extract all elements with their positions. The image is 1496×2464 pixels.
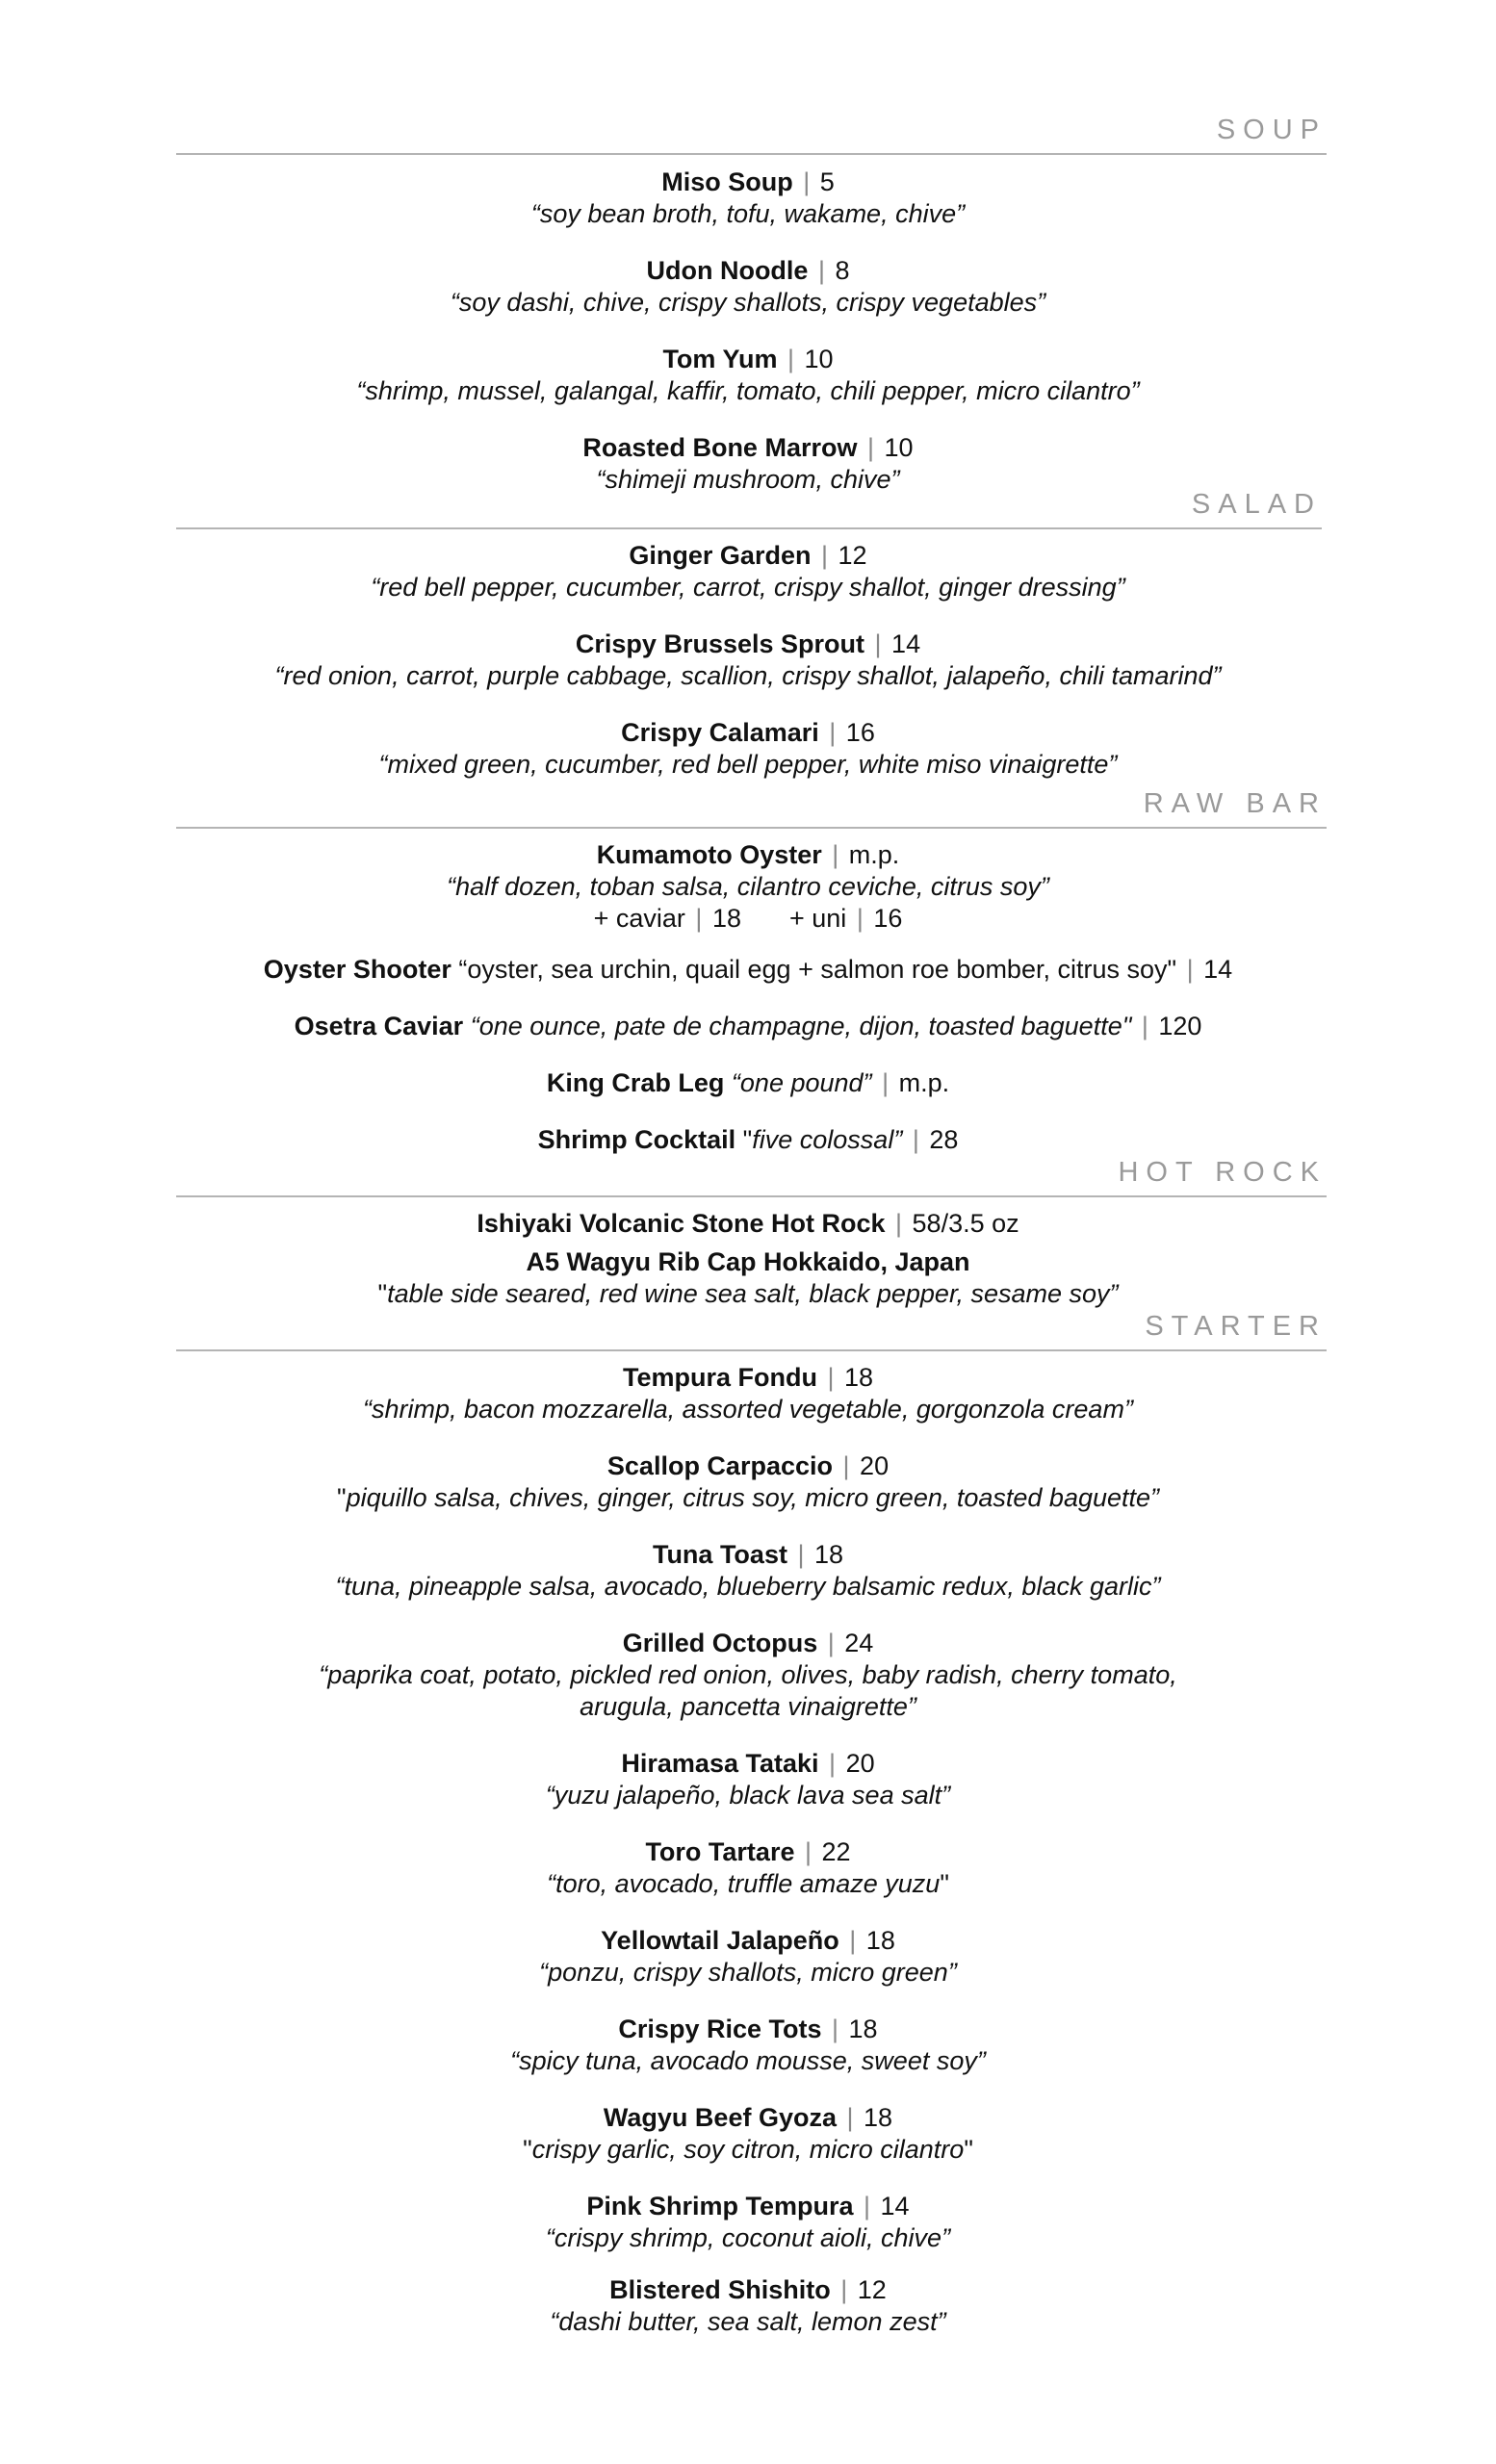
item-price: 18 — [814, 1540, 844, 1569]
item-price: 14 — [1203, 955, 1233, 984]
section-title: SALAD — [1191, 489, 1322, 520]
menu-item: Scallop Carpaccio | 20 "piquillo salsa, chives, ginger, citrus soy, micro green, toasted baguette” — [336, 1451, 1160, 1512]
item-price: 14 — [880, 2192, 910, 2220]
menu-item: Crispy Brussels Sprout | 14 “red onion, carrot, purple cabbage, scallion, crispy shallot, jalapeño, chili tamarind” — [0, 629, 1496, 692]
item-description: table side seared, red wine sea salt, black pepper, sesame soy” — [387, 1279, 1119, 1308]
item-name: Shrimp Cocktail — [537, 1125, 736, 1154]
item-price: 20 — [845, 1749, 875, 1778]
menu-item-oyster-shooter: Oyster Shooter “oyster, sea urchin, quail egg + salmon roe bomber, citrus soy" | 14 — [263, 955, 1233, 984]
item-description: “yuzu jalapeño, black lava sea salt” — [545, 1781, 951, 1810]
item-price: 12 — [857, 2275, 887, 2304]
menu-item: Crispy Calamari | 16 “mixed green, cucumber, red bell pepper, white miso vinaigrette” — [0, 717, 1496, 781]
item-description: “toro, avocado, truffle amaze yuzu — [547, 1869, 941, 1898]
addon-label: + caviar — [593, 904, 685, 933]
item-description: “dashi butter, sea salt, lemon zest” — [550, 2307, 946, 2336]
menu-item: Hiramasa Tataki | 20 “yuzu jalapeño, black lava sea salt” — [0, 1748, 1496, 1811]
section-title: RAW BAR — [1143, 788, 1327, 819]
item-name: Crispy Calamari — [621, 718, 819, 747]
item-price: 10 — [804, 345, 834, 373]
menu-item-osetra-caviar: Osetra Caviar “one ounce, pate de champagne, dijon, toasted baguette" | 120 — [294, 1012, 1202, 1040]
item-subname: A5 Wagyu Rib Cap Hokkaido, Japan — [526, 1247, 970, 1276]
item-description: “shrimp, bacon mozzarella, assorted vegetable, gorgonzola cream” — [363, 1395, 1133, 1424]
item-name: Hiramasa Tataki — [621, 1749, 819, 1778]
item-name: Tuna Toast — [652, 1540, 787, 1569]
item-name: Oyster Shooter — [263, 955, 451, 984]
item-name: Scallop Carpaccio — [606, 1451, 833, 1480]
item-description: crispy garlic, soy citron, micro cilantro — [531, 2135, 965, 2164]
item-name: Roasted Bone Marrow — [582, 433, 858, 462]
item-price: 18 — [848, 2015, 878, 2043]
item-name: King Crab Leg — [546, 1068, 725, 1097]
item-price: m.p. — [898, 1068, 950, 1097]
section-header-salad — [176, 489, 1322, 529]
menu-item-kumamoto-oyster: Kumamoto Oyster | m.p. “half dozen, toban salsa, cilantro ceviche, citrus soy” + caviar | 18 + uni | 16 — [0, 839, 1496, 935]
item-description: “ponzu, crispy shallots, micro green” — [539, 1958, 957, 1987]
item-price: 5 — [819, 167, 835, 196]
menu-item-king-crab-leg: King Crab Leg “one pound” | m.p. — [546, 1068, 950, 1097]
menu-item: Crispy Rice Tots | 18 “spicy tuna, avocado mousse, sweet soy” — [0, 2014, 1496, 2077]
section-title: HOT ROCK — [1118, 1157, 1327, 1188]
addon-price: 18 — [711, 904, 741, 933]
item-price: 120 — [1158, 1012, 1202, 1040]
menu-item: Wagyu Beef Gyoza | 18 "crispy garlic, soy citron, micro cilantro" — [523, 2103, 973, 2164]
item-name: Miso Soup — [661, 167, 793, 196]
item-description: “red onion, carrot, purple cabbage, scallion, crispy shallot, jalapeño, chili tamarind” — [274, 661, 1222, 690]
menu-item: Toro Tartare | 22 “toro, avocado, truffle amaze yuzu" — [547, 1837, 949, 1898]
menu-item-shrimp-cocktail: Shrimp Cocktail "five colossal” | 28 — [537, 1125, 959, 1154]
menu-item: Miso Soup | 5 “soy bean broth, tofu, wakame, chive” — [0, 167, 1496, 230]
item-name: Tom Yum — [662, 345, 778, 373]
addon-line: + caviar | 18 + uni | 16 — [593, 904, 903, 933]
item-description-line2: arugula, pancetta vinaigrette” — [580, 1692, 916, 1721]
item-description: “spicy tuna, avocado mousse, sweet soy” — [510, 2046, 986, 2075]
menu-item: Tuna Toast | 18 “tuna, pineapple salsa, avocado, blueberry balsamic redux, black garlic” — [0, 1539, 1496, 1603]
item-price: 18 — [865, 1926, 895, 1955]
section-header-hot-rock — [176, 1157, 1327, 1197]
item-description: “mixed green, cucumber, red bell pepper, white miso vinaigrette” — [378, 750, 1118, 779]
item-name: Grilled Octopus — [622, 1629, 818, 1657]
item-description: “red bell pepper, cucumber, carrot, crispy shallot, ginger dressing” — [371, 573, 1125, 602]
item-name: Kumamoto Oyster — [596, 840, 822, 869]
item-price: 18 — [864, 2103, 893, 2132]
section-title: STARTER — [1145, 1311, 1327, 1342]
item-price: m.p. — [848, 840, 900, 869]
item-description: “paprika coat, potato, pickled red onion, olives, baby radish, cherry tomato, — [319, 1660, 1177, 1689]
item-description: “one ounce, pate de champagne, dijon, toasted baguette" — [470, 1012, 1132, 1040]
menu-item: Tom Yum | 10 “shrimp, mussel, galangal, kaffir, tomato, chili pepper, micro cilantro” — [0, 344, 1496, 407]
item-description: “soy dashi, chive, crispy shallots, crispy vegetables” — [450, 288, 1046, 317]
item-description: five colossal” — [752, 1125, 903, 1154]
item-description: “oyster, sea urchin, quail egg + salmon roe bomber, citrus soy" — [458, 955, 1177, 984]
item-price: 16 — [845, 718, 875, 747]
menu-item: Pink Shrimp Tempura | 14 “crispy shrimp, coconut aioli, chive” — [0, 2191, 1496, 2254]
item-description: “shrimp, mussel, galangal, kaffir, tomato, chili pepper, micro cilantro” — [356, 376, 1140, 405]
addon-label: + uni — [788, 904, 847, 933]
section-header-raw-bar — [176, 788, 1327, 829]
addon-price: 16 — [873, 904, 903, 933]
menu-item: Yellowtail Jalapeño | 18 “ponzu, crispy shallots, micro green” — [0, 1925, 1496, 1989]
item-price: 22 — [821, 1837, 851, 1866]
section-header-soup — [176, 115, 1327, 155]
item-name: Osetra Caviar — [294, 1012, 464, 1040]
item-price: 58/3.5 oz — [912, 1209, 1019, 1238]
item-name: Yellowtail Jalapeño — [601, 1926, 839, 1955]
menu-item: Grilled Octopus | 24 “paprika coat, potato, pickled red onion, olives, baby radish, cherry tomato, arugula, pancetta vinaigrette” — [0, 1628, 1496, 1723]
item-price: 14 — [891, 629, 921, 658]
item-description: “soy bean broth, tofu, wakame, chive” — [530, 199, 966, 228]
menu-item: Roasted Bone Marrow | 10 “shimeji mushroom, chive” — [0, 432, 1496, 496]
item-price: 8 — [835, 256, 850, 285]
item-price: 18 — [844, 1363, 874, 1392]
item-name: Blistered Shishito — [609, 2275, 831, 2304]
item-description: “tuna, pineapple salsa, avocado, blueberry balsamic redux, black garlic” — [335, 1572, 1161, 1601]
item-description: “shimeji mushroom, chive” — [596, 465, 900, 494]
item-name: Crispy Rice Tots — [618, 2015, 822, 2043]
item-description: piquillo salsa, chives, ginger, citrus soy, micro green, toasted baguette” — [346, 1483, 1160, 1512]
section-title: SOUP — [1216, 115, 1327, 145]
item-name: Tempura Fondu — [622, 1363, 817, 1392]
item-name: Toro Tartare — [645, 1837, 795, 1866]
item-description: “one pound” — [731, 1068, 872, 1097]
menu-item: Blistered Shishito | 12 “dashi butter, sea salt, lemon zest” — [0, 2274, 1496, 2338]
item-name: Udon Noodle — [646, 256, 809, 285]
item-price: 10 — [884, 433, 914, 462]
item-description: “crispy shrimp, coconut aioli, chive” — [545, 2223, 951, 2252]
item-price: 28 — [929, 1125, 959, 1154]
item-price: 24 — [844, 1629, 874, 1657]
item-name: Ishiyaki Volcanic Stone Hot Rock — [477, 1209, 886, 1238]
item-name: Pink Shrimp Tempura — [586, 2192, 854, 2220]
section-header-starter — [176, 1311, 1327, 1351]
item-price: 12 — [838, 541, 867, 570]
menu-item-hot-rock: Ishiyaki Volcanic Stone Hot Rock | 58/3.5 oz A5 Wagyu Rib Cap Hokkaido, Japan "table side seared, red wine sea salt, black pepper, sesame soy” — [377, 1209, 1119, 1308]
item-price: 20 — [860, 1451, 890, 1480]
menu-item: Ginger Garden | 12 “red bell pepper, cucumber, carrot, crispy shallot, ginger dressing” — [0, 540, 1496, 603]
item-name: Wagyu Beef Gyoza — [603, 2103, 837, 2132]
item-name: Ginger Garden — [629, 541, 812, 570]
item-name: Crispy Brussels Sprout — [575, 629, 864, 658]
menu-item: Udon Noodle | 8 “soy dashi, chive, crispy shallots, crispy vegetables” — [0, 255, 1496, 319]
menu-item: Tempura Fondu | 18 “shrimp, bacon mozzarella, assorted vegetable, gorgonzola cream” — [0, 1362, 1496, 1425]
item-description: “half dozen, toban salsa, cilantro ceviche, citrus soy” — [447, 872, 1049, 901]
